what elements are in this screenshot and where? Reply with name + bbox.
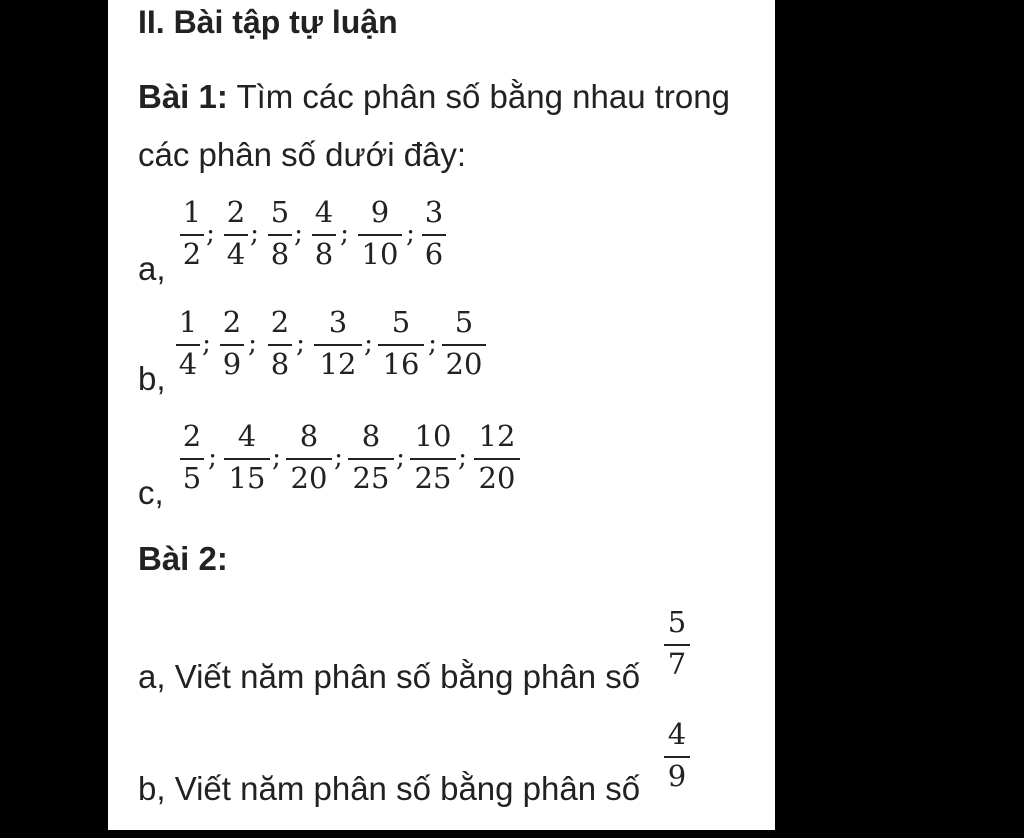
fraction: [664, 718, 690, 798]
fraction-bar: [312, 234, 336, 236]
denominator: 8: [270, 347, 290, 381]
fraction-bar: [422, 234, 446, 236]
denominator: 25: [414, 461, 452, 495]
fraction-bar: [474, 458, 520, 460]
denominator: 25: [352, 461, 390, 495]
separator: ;: [396, 442, 406, 473]
fraction: [348, 420, 394, 500]
fraction: [268, 196, 292, 276]
separator: ;: [294, 218, 304, 249]
fraction: [286, 420, 332, 500]
numerator: 10: [414, 419, 452, 453]
numerator: 2: [226, 195, 246, 229]
fraction-bar: [442, 344, 486, 346]
bai1-part-a: [108, 195, 775, 287]
fraction: [314, 306, 362, 386]
fraction: [224, 420, 270, 500]
denominator: 8: [270, 237, 290, 271]
fraction: [358, 196, 402, 276]
fraction-bar: [314, 344, 362, 346]
fraction: [180, 420, 204, 500]
fraction-bar: [224, 234, 248, 236]
fraction: [312, 196, 336, 276]
denominator: 20: [478, 461, 516, 495]
separator: ;: [250, 218, 260, 249]
fraction-bar: [224, 458, 270, 460]
separator: ;: [364, 328, 374, 359]
bai2-item-a-text: a, Viết năm phân số bằng phân số: [138, 658, 641, 695]
denominator: 7: [667, 647, 687, 681]
fraction: [220, 306, 244, 386]
numerator: 8: [299, 419, 319, 453]
bai1-prompt-text: Tìm các phân số bằng nhau trong: [236, 78, 730, 115]
separator: ;: [334, 442, 344, 473]
denominator: 8: [314, 237, 334, 271]
numerator: 2: [182, 419, 202, 453]
denominator: 20: [290, 461, 328, 495]
numerator: 5: [667, 605, 687, 639]
fraction-bar: [348, 458, 394, 460]
numerator: 5: [270, 195, 290, 229]
fraction: [176, 306, 200, 386]
numerator: 5: [454, 305, 474, 339]
numerator: 3: [424, 195, 444, 229]
fraction-bar: [180, 234, 204, 236]
fraction-bar: [220, 344, 244, 346]
fraction-bar: [410, 458, 456, 460]
fraction: [410, 420, 456, 500]
denominator: 4: [178, 347, 198, 381]
bai1-prompt-line-2: các phân số dưới đây:: [138, 136, 467, 173]
fraction: [442, 306, 486, 386]
separator: ;: [248, 328, 258, 359]
section-title: II. Bài tập tự luận: [138, 4, 398, 40]
separator: ;: [340, 218, 350, 249]
numerator: 9: [370, 195, 390, 229]
denominator: 2: [182, 237, 202, 271]
numerator: 1: [178, 305, 198, 339]
fraction-bar: [378, 344, 424, 346]
separator: ;: [202, 328, 212, 359]
fraction-bar: [268, 234, 292, 236]
denominator: 16: [382, 347, 420, 381]
denominator: 10: [361, 237, 399, 271]
bai2-item-a: [108, 605, 775, 695]
denominator: 9: [222, 347, 242, 381]
fraction-bar: [286, 458, 332, 460]
denominator: 15: [228, 461, 266, 495]
numerator: 8: [361, 419, 381, 453]
numerator: 4: [314, 195, 334, 229]
separator: ;: [458, 442, 468, 473]
part-a-label: a,: [138, 250, 166, 287]
numerator: 2: [270, 305, 290, 339]
bai1-prompt-line-1: [138, 80, 730, 113]
fraction: [474, 420, 520, 500]
numerator: 4: [237, 419, 257, 453]
numerator: 2: [222, 305, 242, 339]
fraction-bar: [180, 458, 204, 460]
fraction-bar: [664, 756, 690, 758]
numerator: 5: [391, 305, 411, 339]
denominator: 20: [445, 347, 483, 381]
fraction: [378, 306, 424, 386]
part-c-label: c,: [138, 474, 164, 511]
fraction-bar: [358, 234, 402, 236]
separator: ;: [272, 442, 282, 473]
numerator: 1: [182, 195, 202, 229]
denominator: 6: [424, 237, 444, 271]
bai2-label: Bài 2:: [138, 540, 228, 577]
separator: ;: [206, 218, 216, 249]
fraction-bar: [176, 344, 200, 346]
fraction: [422, 196, 446, 276]
fraction: [180, 196, 204, 276]
denominator: 5: [182, 461, 202, 495]
numerator: 3: [328, 305, 348, 339]
fraction: [664, 606, 690, 686]
bai2-item-b-text: b, Viết năm phân số bằng phân số: [138, 770, 641, 807]
numerator: 4: [667, 717, 687, 751]
separator: ;: [406, 218, 416, 249]
separator: ;: [208, 442, 218, 473]
bai1-part-b: [108, 305, 775, 397]
bai1-part-c: [108, 419, 775, 511]
denominator: 4: [226, 237, 246, 271]
fraction: [224, 196, 248, 276]
denominator: 9: [667, 759, 687, 793]
fraction: [268, 306, 292, 386]
document-page: [108, 0, 775, 830]
fraction-bar: [268, 344, 292, 346]
numerator: 12: [478, 419, 516, 453]
fraction-bar: [664, 644, 690, 646]
bai2-item-b: [108, 717, 775, 807]
bai1-label: Bài 1:: [138, 78, 228, 115]
denominator: 12: [319, 347, 357, 381]
separator: ;: [428, 328, 438, 359]
part-b-label: b,: [138, 360, 166, 397]
separator: ;: [296, 328, 306, 359]
